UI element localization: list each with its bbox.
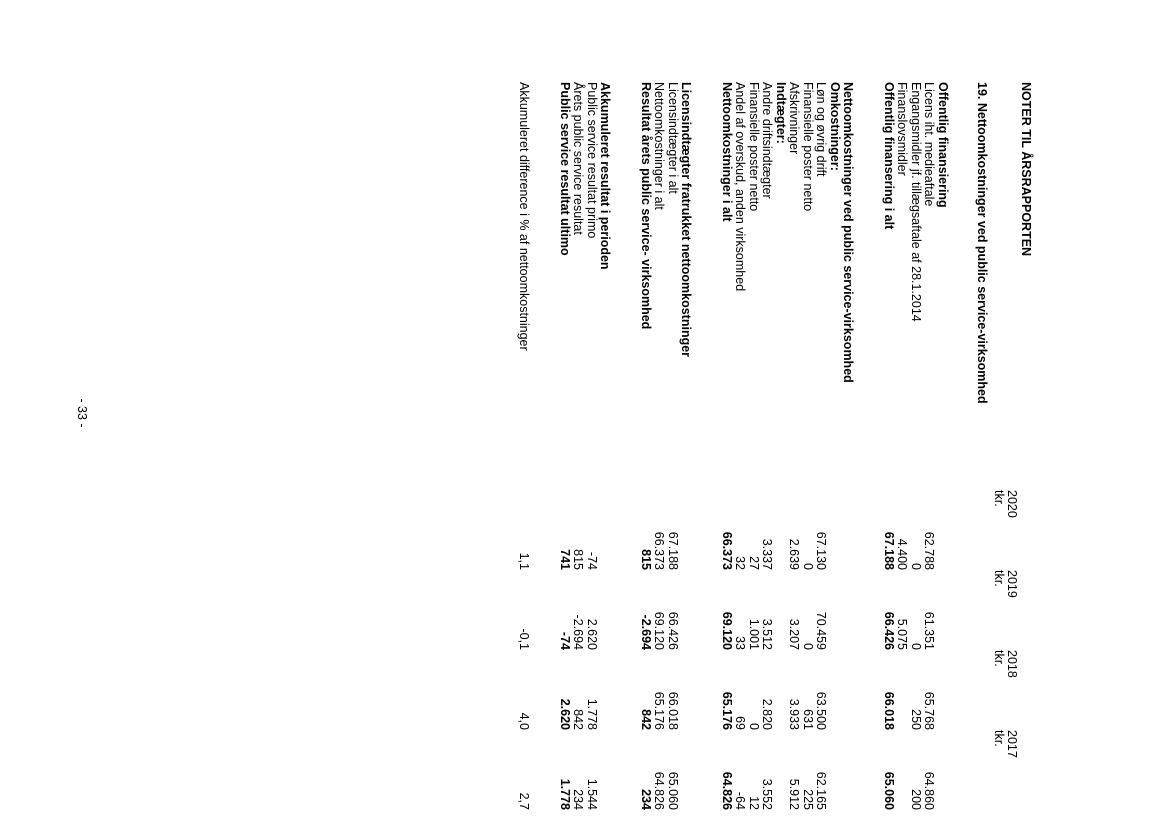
row-label: Engangsmidler jf. tillægsaftale af 28.1.2014 (909, 82, 923, 322)
row-value: 66.373 (652, 531, 667, 570)
row-value: 65.176 (720, 691, 734, 730)
row-value: 66.018 (882, 691, 896, 730)
row-value: 5.912 (787, 778, 802, 810)
row-value: 70.459 (814, 611, 829, 650)
row-value: 2.820 (760, 698, 775, 730)
row-value: -74 (558, 631, 572, 650)
column-unit: tkr. (992, 730, 1006, 747)
row-value: 2.639 (787, 538, 802, 570)
row-label: Offentlig finansering i alt (882, 82, 896, 230)
column-year: 2020 (1005, 490, 1019, 518)
row-value: 5.075 (895, 618, 910, 650)
row-value: 250 (909, 709, 923, 730)
row-label: Indtægter: (774, 82, 788, 144)
row-value: 64.826 (652, 771, 667, 810)
row-value: 3.933 (787, 698, 802, 730)
row-label: Akkumuleret difference i % af nettoomkostninger (517, 82, 532, 351)
row-value: 0 (909, 643, 923, 650)
row-label: Finansielle poster netto (747, 82, 761, 212)
row-value: 3.552 (760, 778, 775, 810)
column-unit: tkr. (992, 650, 1006, 667)
row-label: Akkumuleret resultat i perioden (598, 82, 613, 270)
row-value: 225 (801, 789, 815, 810)
column-year: 2018 (1005, 650, 1019, 678)
column-unit: tkr. (992, 490, 1006, 507)
row-value: 65.768 (922, 691, 937, 730)
row-value: 64.826 (720, 771, 734, 810)
column-header-2019 (992, 570, 1018, 650)
row-value: 66.426 (666, 611, 680, 650)
row-value: 1,1 (517, 552, 532, 570)
row-label: Licensindtægter i alt (666, 82, 680, 194)
row-value: 1.778 (558, 778, 572, 810)
column-unit: tkr. (992, 570, 1006, 587)
row-value: 3.512 (760, 618, 775, 650)
row-value: 2.620 (585, 618, 599, 650)
row-value: -74 (585, 551, 599, 570)
row-value: -0,1 (517, 628, 532, 650)
row-value: 200 (909, 789, 923, 810)
row-label: Finansielle poster netto (801, 82, 815, 212)
row-label: Nettoomkostninger i alt (720, 82, 734, 222)
row-value: 66.373 (720, 531, 734, 570)
row-value: 1.544 (585, 778, 599, 810)
page-number: - 33 - (75, 398, 89, 428)
row-value: 69.120 (652, 611, 667, 650)
row-label: Andre driftsindtægter (760, 82, 775, 199)
row-value: 741 (558, 549, 572, 570)
row-value: 67.188 (666, 531, 680, 570)
row-value: 33 (733, 636, 748, 650)
column-year: 2019 (1005, 570, 1019, 598)
row-value: 1.778 (585, 698, 599, 730)
row-value: 62.788 (922, 531, 937, 570)
page-header: NOTER TIL ÅRSRAPPORTEN (1019, 82, 1033, 257)
row-value: -2.694 (571, 614, 586, 650)
row-label: Public service resultat primo (585, 82, 599, 239)
row-value: 0 (909, 563, 923, 570)
row-value: 64.860 (922, 771, 937, 810)
row-value: 69.120 (720, 611, 734, 650)
row-value: 815 (639, 549, 653, 570)
row-value: -64 (733, 791, 748, 810)
row-value: 815 (571, 549, 586, 570)
row-label: Licensindtægter fratrukket nettoomkostninger (679, 82, 694, 358)
row-label: Løn og øvrig drift (814, 82, 829, 177)
row-value: 27 (747, 556, 761, 570)
row-value: 62.165 (814, 771, 829, 810)
row-value: 4,0 (517, 712, 532, 730)
row-label: Public service resultat ultimo (558, 82, 572, 256)
row-label: Andel af overskud, anden virksomhed (733, 82, 748, 292)
row-value: 0 (747, 723, 761, 730)
row-value: 234 (571, 789, 586, 810)
row-label: Afskrivninger (787, 82, 802, 155)
row-value: 631 (801, 709, 815, 730)
row-value: 65.176 (652, 691, 667, 730)
row-value: 67.130 (814, 531, 829, 570)
column-header-2018 (992, 650, 1018, 730)
row-value: 66.018 (666, 691, 680, 730)
row-value: 1.001 (747, 618, 761, 650)
row-label: Resultat årets public service- virksomhed (639, 82, 653, 330)
row-value: 2.620 (558, 698, 572, 730)
row-value: 0 (801, 643, 815, 650)
row-value: 2,7 (517, 792, 532, 810)
column-header-2017 (992, 730, 1018, 810)
row-label: Omkostninger: (828, 82, 842, 171)
column-header-2020 (992, 490, 1018, 570)
column-year: 2017 (1005, 730, 1019, 758)
row-value: 12 (747, 796, 761, 810)
section-title: 19. Nettoomkostninger ved public service-virksomhed (975, 82, 989, 404)
row-value: 842 (639, 709, 653, 730)
row-value: 842 (571, 709, 586, 730)
row-value: -2.694 (639, 614, 653, 650)
row-label: Offentlig finansiering (936, 82, 950, 208)
row-value: 234 (639, 789, 653, 810)
row-value: 3.337 (760, 538, 775, 570)
row-value: 61.351 (922, 611, 937, 650)
row-value: 65.060 (882, 771, 896, 810)
row-label: Licens iht. medieaftale (922, 82, 937, 207)
row-value: 67.188 (882, 531, 896, 570)
row-value: 66.426 (882, 611, 896, 650)
row-value: 3.207 (787, 618, 802, 650)
row-value: 0 (801, 563, 815, 570)
row-value: 69 (733, 716, 748, 730)
row-value: 32 (733, 556, 748, 570)
row-label: Nettoomkostninger i alt (652, 82, 667, 210)
row-value: 63.500 (814, 691, 829, 730)
row-label: Finanslovsmidler (895, 82, 910, 176)
row-value: 65.060 (666, 771, 680, 810)
row-label: Nettoomkostninger ved public service-virksomhed (841, 82, 856, 383)
row-label: Årets public service resultat (571, 82, 586, 235)
row-value: 4.400 (895, 538, 910, 570)
